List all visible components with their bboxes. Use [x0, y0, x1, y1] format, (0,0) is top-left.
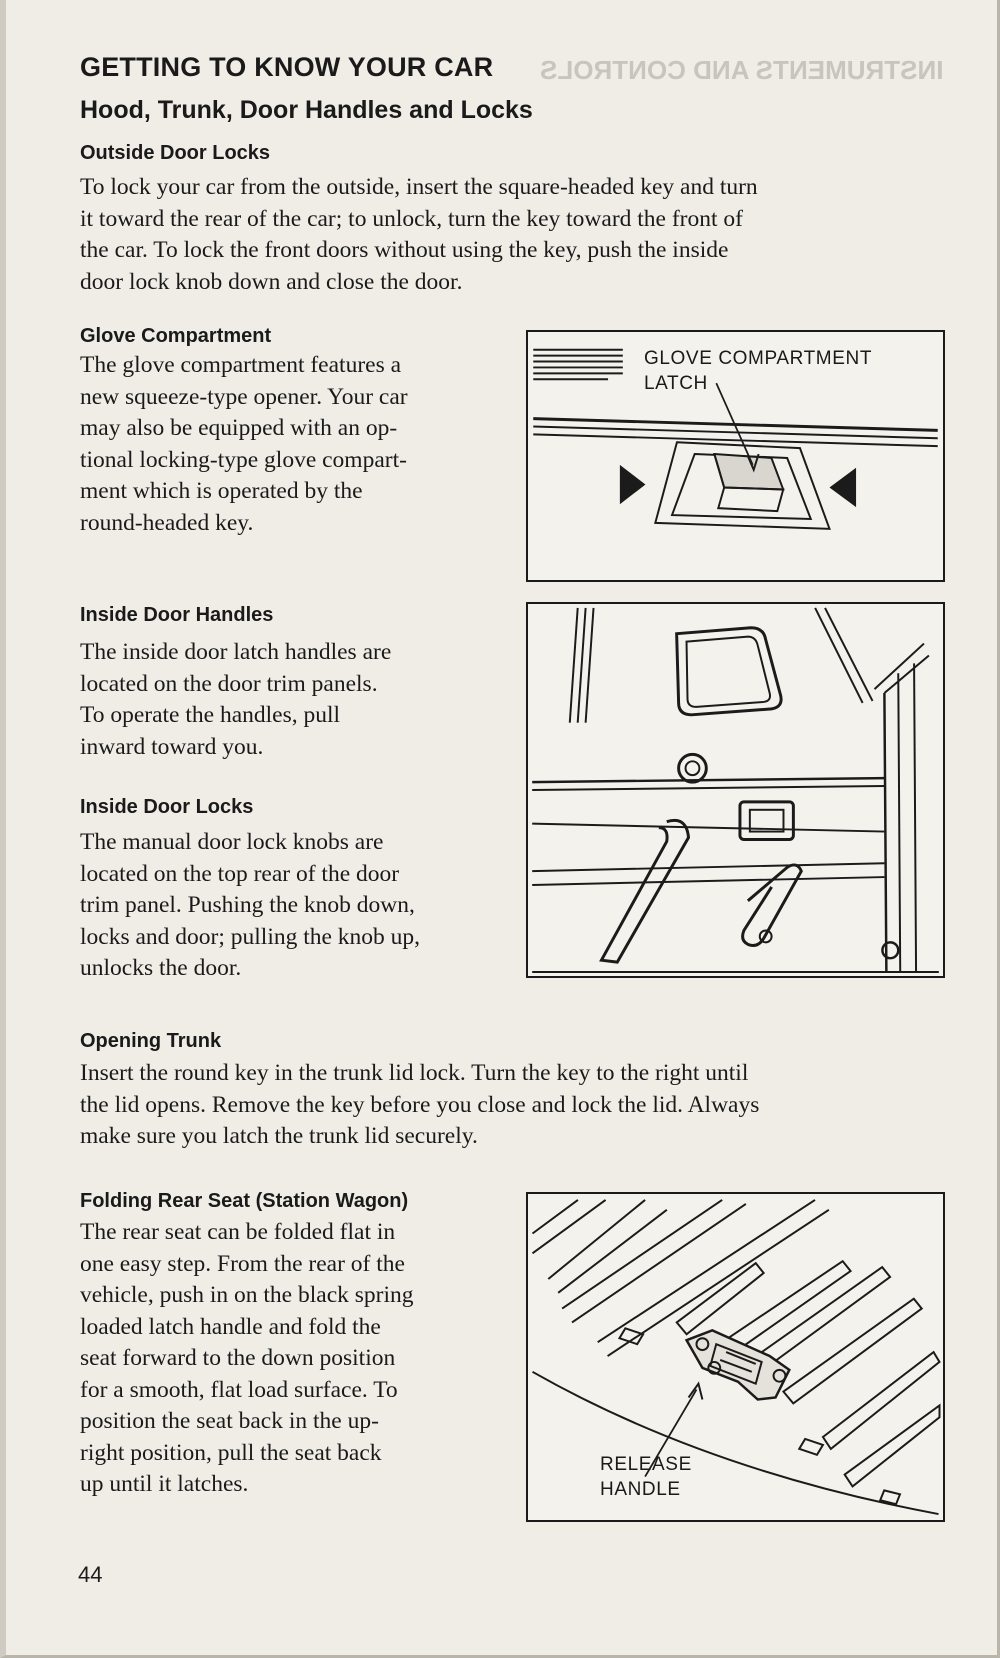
outside-door-locks-heading: Outside Door Locks [80, 142, 271, 164]
inside-door-locks-heading: Inside Door Locks [80, 796, 254, 818]
text-line: vehicle, push in on the black spring [80, 1282, 414, 1308]
release-handle-figure [526, 1192, 945, 1522]
text-line: loaded latch handle and fold the [80, 1313, 381, 1340]
text-line: unlocks the door. [80, 955, 242, 981]
text-line: inward toward you. [80, 733, 264, 760]
text-line: The manual door lock knobs are [80, 829, 384, 855]
glove-compartment-text [80, 350, 520, 539]
text-line: round-headed key. [80, 509, 254, 536]
text-line: located on the door trim panels. [80, 670, 378, 697]
text-line: ment which is operated by the [80, 478, 363, 504]
text-line: To operate the handles, pull [80, 702, 341, 728]
page-title: GETTING TO KNOW YOUR CAR [80, 52, 494, 82]
door-interior-figure [526, 602, 945, 978]
page-subtitle: Hood, Trunk, Door Handles and Locks [80, 96, 533, 124]
text-line: door lock knob down and close the door. [80, 268, 463, 295]
text-line: position the seat back in the up- [80, 1408, 379, 1434]
callout-line: RELEASE [600, 1454, 692, 1475]
glove-compartment-heading: Glove Compartment [80, 325, 272, 347]
text-line: the car. To lock the front doors without using the key, push the inside [80, 237, 729, 263]
inside-door-handles-text [80, 637, 500, 763]
text-line: Insert the round key in the trunk lid lock. Turn the key to the right until [80, 1060, 749, 1086]
opening-trunk-text [80, 1058, 960, 1153]
inside-door-handles-heading: Inside Door Handles [80, 604, 274, 626]
callout-line: GLOVE COMPARTMENT [644, 348, 873, 369]
callout-line: LATCH [644, 373, 708, 394]
page-number: 44 [78, 1562, 103, 1587]
text-line: one easy step. From the rear of the [80, 1250, 405, 1277]
text-line: may also be equipped with an op- [80, 415, 398, 441]
callout-line: HANDLE [600, 1479, 681, 1500]
bleed-through-header: INSTRUMENTS AND CONTROLS [540, 55, 944, 85]
text-line: make sure you latch the trunk lid securely. [80, 1123, 478, 1149]
text-line: trim panel. Pushing the knob down, [80, 892, 415, 918]
glove-latch-callout [644, 346, 872, 396]
text-line: The inside door latch handles are [80, 639, 392, 665]
inside-door-locks-text [80, 827, 500, 985]
text-line: tional locking-type glove compart- [80, 446, 407, 473]
door-interior-illustration [528, 604, 943, 976]
text-line: for a smooth, flat load surface. To [80, 1376, 398, 1403]
text-line: located on the top rear of the door [80, 860, 400, 887]
folding-rear-seat-text [80, 1217, 520, 1501]
text-line: locks and door; pulling the knob up, [80, 923, 421, 950]
text-line: new squeeze-type opener. Your car [80, 383, 408, 410]
folding-rear-seat-heading: Folding Rear Seat (Station Wagon) [80, 1190, 409, 1212]
release-handle-callout [600, 1452, 692, 1502]
text-line: To lock your car from the outside, insert the square-headed key and turn [80, 174, 758, 200]
opening-trunk-heading: Opening Trunk [80, 1030, 222, 1052]
text-line: up until it latches. [80, 1471, 249, 1497]
outside-door-locks-text [80, 172, 960, 298]
text-line: The rear seat can be folded flat in [80, 1219, 396, 1245]
text-line: right position, pull the seat back [80, 1439, 382, 1466]
text-line: it toward the rear of the car; to unlock, turn the key toward the front of [80, 205, 743, 232]
text-line: seat forward to the down position [80, 1345, 396, 1371]
text-line: The glove compartment features a [80, 352, 402, 378]
text-line: the lid opens. Remove the key before you close and lock the lid. Always [80, 1091, 760, 1118]
release-handle-illustration [528, 1194, 943, 1520]
